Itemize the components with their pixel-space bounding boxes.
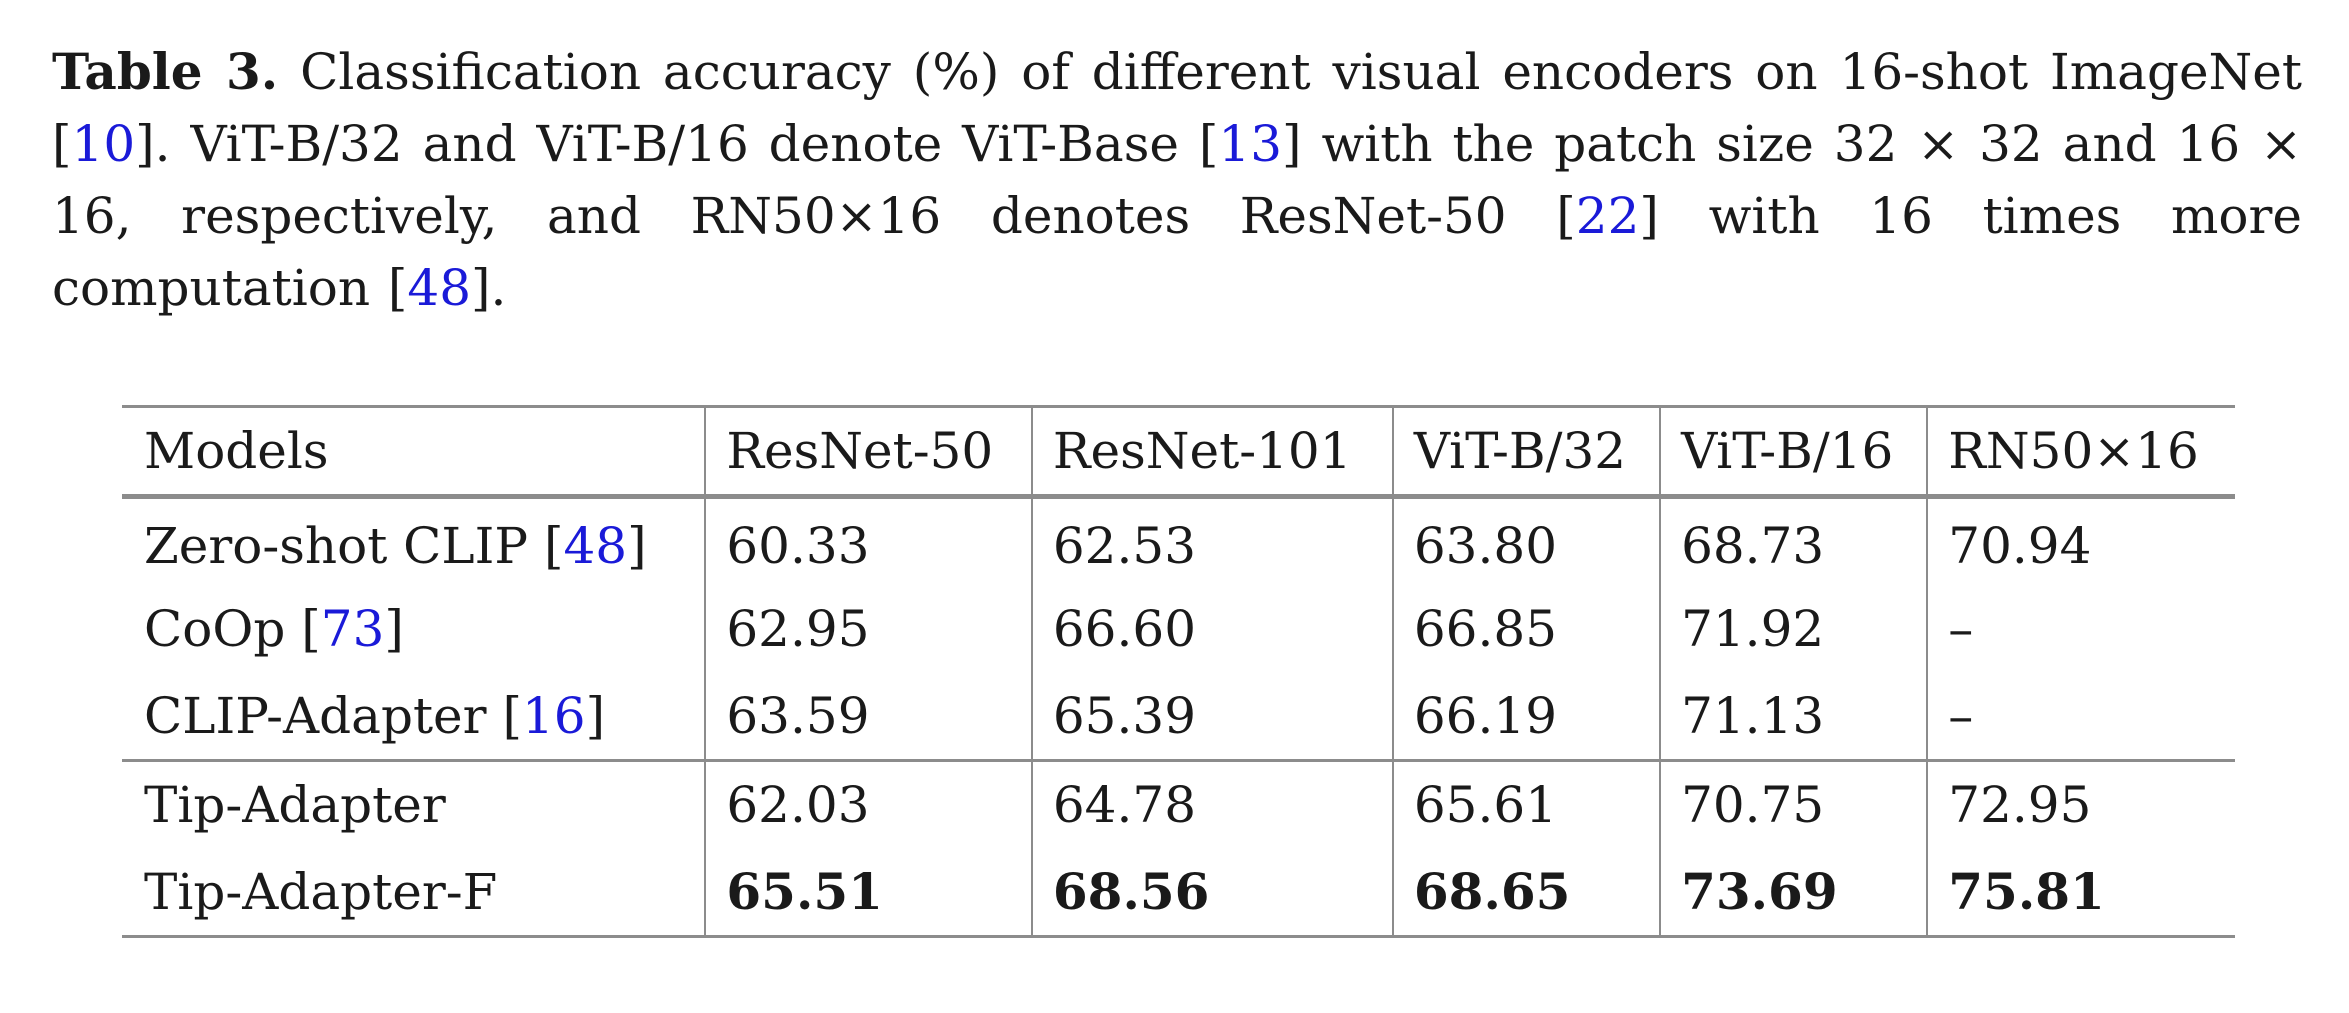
model-name: CLIP-Adapter — [144, 686, 503, 745]
table-caption — [52, 36, 2302, 324]
citation-link[interactable]: 48 — [407, 259, 472, 317]
table-row — [122, 761, 2235, 849]
value-cell: 65.61 — [1393, 761, 1660, 849]
model-name: Zero-shot CLIP — [144, 516, 544, 575]
table-row — [122, 849, 2235, 937]
value-cell: 62.03 — [705, 761, 1031, 849]
model-name-cell: Zero-shot CLIP [48] — [144, 516, 647, 575]
best-value-cell: 73.69 — [1660, 849, 1927, 937]
caption-text: ]. ViT-B/32 and ViT-B/16 denote ViT-Base [ — [135, 115, 1219, 173]
value-cell: 66.60 — [1032, 585, 1393, 673]
table-header-row — [122, 407, 2235, 497]
column-header-vit-b16: ViT-B/16 — [1660, 407, 1927, 497]
table-row — [122, 585, 2235, 673]
citation-link[interactable]: 16 — [521, 686, 586, 745]
column-header-vit-b32: ViT-B/32 — [1393, 407, 1660, 497]
value-cell: – — [1927, 673, 2235, 761]
caption-text: Classification accuracy (%) of different visual encoders on 16-shot ImageNet [ — [52, 43, 2302, 173]
value-cell: 72.95 — [1927, 761, 2235, 849]
model-name-cell: Tip-Adapter — [144, 776, 446, 835]
best-value-cell: 75.81 — [1927, 849, 2235, 937]
value-cell: 63.80 — [1393, 497, 1660, 585]
table-row — [122, 497, 2235, 585]
best-value-cell: 68.65 — [1393, 849, 1660, 937]
value-cell: 70.94 — [1927, 497, 2235, 585]
value-cell: 65.39 — [1032, 673, 1393, 761]
value-cell: 66.85 — [1393, 585, 1660, 673]
value-cell: 62.95 — [705, 585, 1031, 673]
model-name-cell: CoOp [73] — [144, 599, 404, 658]
value-cell: 64.78 — [1032, 761, 1393, 849]
citation-link[interactable]: 73 — [320, 599, 385, 658]
value-cell: 71.13 — [1660, 673, 1927, 761]
caption-label: Table 3. — [52, 42, 279, 101]
value-cell: 70.75 — [1660, 761, 1927, 849]
model-name-cell: CLIP-Adapter [16] — [144, 686, 606, 745]
value-cell: 68.73 — [1660, 497, 1927, 585]
value-cell: 60.33 — [705, 497, 1031, 585]
value-cell: 71.92 — [1660, 585, 1927, 673]
column-header-resnet50: ResNet-50 — [705, 407, 1031, 497]
caption-text: ] with the patch size 32 × 32 and 16 × 16, respectively, and RN50×16 denotes ResNet-50 [ — [52, 115, 2302, 245]
value-cell: – — [1927, 585, 2235, 673]
value-cell: 66.19 — [1393, 673, 1660, 761]
value-cell: 63.59 — [705, 673, 1031, 761]
citation-link[interactable]: 10 — [71, 115, 136, 173]
best-value-cell: 65.51 — [705, 849, 1031, 937]
column-header-rn50x16: RN50×16 — [1927, 407, 2235, 497]
column-header-resnet101: ResNet-101 — [1032, 407, 1393, 497]
caption-text: ]. — [471, 259, 507, 317]
citation-link[interactable]: 22 — [1575, 187, 1640, 245]
caption-text: ] with 16 times more computation [ — [52, 187, 2302, 317]
citation-link[interactable]: 48 — [563, 516, 628, 575]
column-header-models: Models — [144, 422, 329, 480]
value-cell: 62.53 — [1032, 497, 1393, 585]
model-name: CoOp — [144, 599, 302, 658]
best-value-cell: 68.56 — [1032, 849, 1393, 937]
model-name-cell: Tip-Adapter-F — [144, 862, 498, 921]
table-row — [122, 673, 2235, 761]
citation-link[interactable]: 13 — [1218, 115, 1283, 173]
results-table — [122, 405, 2235, 938]
